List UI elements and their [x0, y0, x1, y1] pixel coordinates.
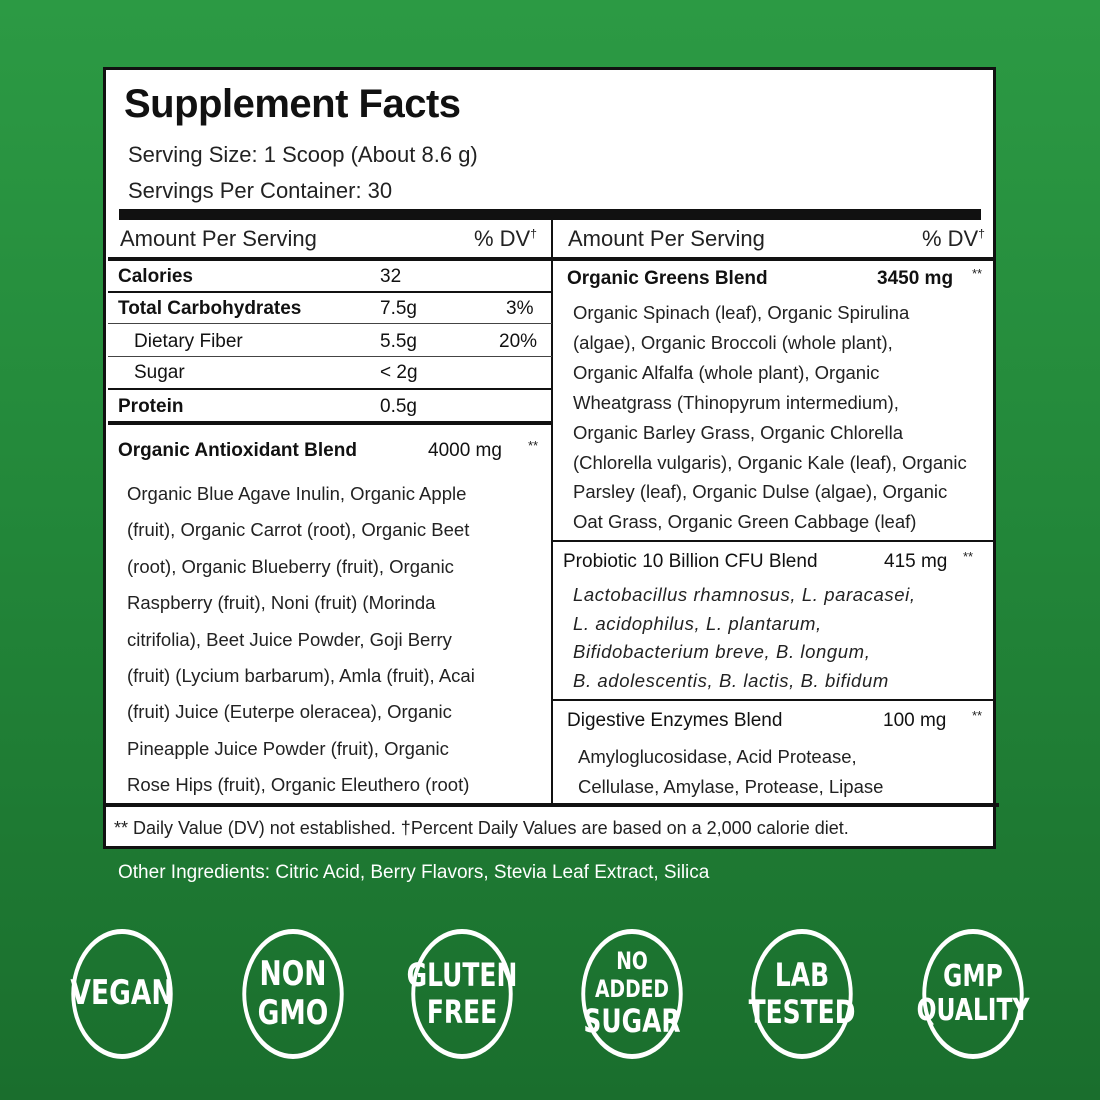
- badge-line: LAB: [774, 956, 830, 995]
- ingredient-line: (fruit) (Lycium barbarum), Amla (fruit), Acai: [127, 665, 475, 687]
- ingredient-line: (Chlorella vulgaris), Organic Kale (leaf), Organic: [573, 451, 967, 473]
- badge-line: TESTED: [748, 993, 856, 1031]
- ingredient-line: Organic Alfalfa (whole plant), Organic: [573, 361, 880, 383]
- ingredient-line: Wheatgrass (Thinopyrum intermedium),: [573, 391, 899, 413]
- greens-blend-amount: 3450 mg: [877, 268, 954, 289]
- footnote: ** Daily Value (DV) not established. †Percent Daily Values are based on a 2,000 calorie diet.: [114, 818, 849, 838]
- nutrient-amount: 7.5g: [380, 298, 417, 319]
- badge-line: GMO: [257, 993, 329, 1033]
- enzyme-blend-ingredients: [578, 742, 883, 802]
- lab-tested-badge: [748, 929, 856, 1059]
- badge-line: VEGAN: [70, 973, 174, 1014]
- ingredient-line: (fruit), Organic Carrot (root), Organic Beet: [127, 519, 470, 541]
- ingredient-line: L. acidophilus, L. plantarum,: [573, 612, 822, 634]
- antioxidant-blend-name: Organic Antioxidant Blend: [118, 440, 357, 461]
- probiotic-blend-amount: 415 mg: [884, 551, 948, 572]
- nutrient-name: Protein: [118, 396, 184, 417]
- badge-line: GLUTEN: [406, 956, 518, 995]
- left-header-rule: [108, 257, 552, 261]
- left-dv-header: % DV†: [474, 226, 537, 251]
- badge-line: FREE: [426, 993, 498, 1031]
- ingredient-line: Parsley (leaf), Organic Dulse (algae), Organic: [573, 481, 948, 503]
- greens-blend-name: Organic Greens Blend: [567, 268, 768, 289]
- ingredient-line: Oat Grass, Organic Green Cabbage (leaf): [573, 511, 917, 533]
- rule: [108, 291, 552, 293]
- nutrient-dv: 3%: [506, 298, 534, 319]
- ingredient-line: B. adolescentis, B. lactis, B. bifidum: [573, 670, 889, 692]
- nutrient-name: Sugar: [134, 362, 185, 383]
- supplement-facts-panel: [103, 67, 996, 849]
- antioxidant-blend-ingredients: [127, 476, 475, 804]
- left-amount-header: Amount Per Serving: [120, 226, 317, 251]
- nutrient-name: Calories: [118, 266, 193, 287]
- no-added-sugar-badge: [581, 929, 682, 1059]
- ingredient-line: Lactobacillus rhamnosus, L. paracasei,: [573, 584, 916, 605]
- ingredient-line: Pineapple Juice Powder (fruit), Organic: [127, 737, 449, 759]
- greens-blend-star: **: [972, 266, 983, 281]
- probiotic-blend-name: Probiotic 10 Billion CFU Blend: [563, 551, 818, 572]
- nutrient-amount: 32: [380, 266, 402, 287]
- rule: [108, 388, 552, 390]
- badge-line: NON: [259, 953, 327, 994]
- rule: [108, 421, 552, 425]
- rule: [552, 699, 996, 701]
- serving-size: Serving Size: 1 Scoop (About 8.6 g): [128, 142, 478, 167]
- right-dv-header: % DV†: [922, 226, 985, 251]
- badge-line: NO ADDED: [595, 947, 669, 1003]
- ingredient-line: Organic Blue Agave Inulin, Organic Apple: [127, 483, 467, 504]
- nutrient-amount: 0.5g: [380, 396, 417, 417]
- rule: [108, 323, 552, 324]
- nutrient-name: Total Carbohydrates: [118, 298, 302, 319]
- panel-title: Supplement Facts: [124, 82, 461, 126]
- other-ingredients: Other Ingredients: Citric Acid, Berry Flavors, Stevia Leaf Extract, Silica: [118, 862, 710, 883]
- probiotic-blend-star: **: [963, 549, 974, 564]
- antioxidant-blend-amount: 4000 mg: [428, 440, 502, 461]
- ingredient-line: (fruit) Juice (Euterpe oleracea), Organic: [127, 701, 452, 723]
- rule: [552, 540, 996, 542]
- enzyme-blend-amount: 100 mg: [883, 710, 947, 731]
- badge-line: GMP: [943, 958, 1003, 994]
- ingredient-line: citrifolia), Beet Juice Powder, Goji Berry: [127, 628, 452, 650]
- antioxidant-blend-star: **: [528, 438, 539, 453]
- header-rule: [119, 209, 981, 220]
- ingredient-line: Amyloglucosidase, Acid Protease,: [578, 746, 857, 767]
- non-gmo-badge: [242, 929, 343, 1059]
- nutrient-name: Dietary Fiber: [134, 331, 243, 352]
- ingredient-line: Cellulase, Amylase, Protease, Lipase: [578, 776, 884, 797]
- nutrient-dv: 20%: [499, 331, 538, 352]
- enzyme-blend-name: Digestive Enzymes Blend: [567, 710, 783, 731]
- vegan-badge: [71, 929, 172, 1059]
- nutrient-amount: < 2g: [380, 362, 418, 383]
- ingredient-line: Rose Hips (fruit), Organic Eleuthero (root): [127, 774, 470, 796]
- probiotic-blend-strains: [573, 581, 916, 696]
- nutrient-amount: 5.5g: [380, 331, 417, 352]
- ingredient-line: (algae), Organic Broccoli (whole plant),: [573, 331, 893, 353]
- ingredient-line: Raspberry (fruit), Noni (fruit) (Morinda: [127, 592, 436, 614]
- ingredient-line: Organic Barley Grass, Organic Chlorella: [573, 421, 904, 443]
- right-amount-header: Amount Per Serving: [568, 226, 765, 251]
- right-header-rule: [552, 257, 996, 261]
- servings-per-container: Servings Per Container: 30: [128, 178, 393, 203]
- gluten-free-badge: [406, 929, 518, 1059]
- enzyme-blend-star: **: [972, 708, 983, 723]
- ingredient-line: Organic Spinach (leaf), Organic Spirulina: [573, 302, 910, 323]
- greens-blend-ingredients: [573, 298, 967, 537]
- badge-line: SUGAR: [583, 1002, 681, 1041]
- column-divider: [551, 220, 553, 803]
- ingredient-line: Bifidobacterium breve, B. longum,: [573, 641, 871, 663]
- badge-line: QUALITY: [916, 993, 1030, 1028]
- rule: [108, 356, 552, 357]
- ingredient-line: (root), Organic Blueberry (fruit), Organic: [127, 555, 454, 577]
- gmp-quality-badge: [916, 929, 1030, 1059]
